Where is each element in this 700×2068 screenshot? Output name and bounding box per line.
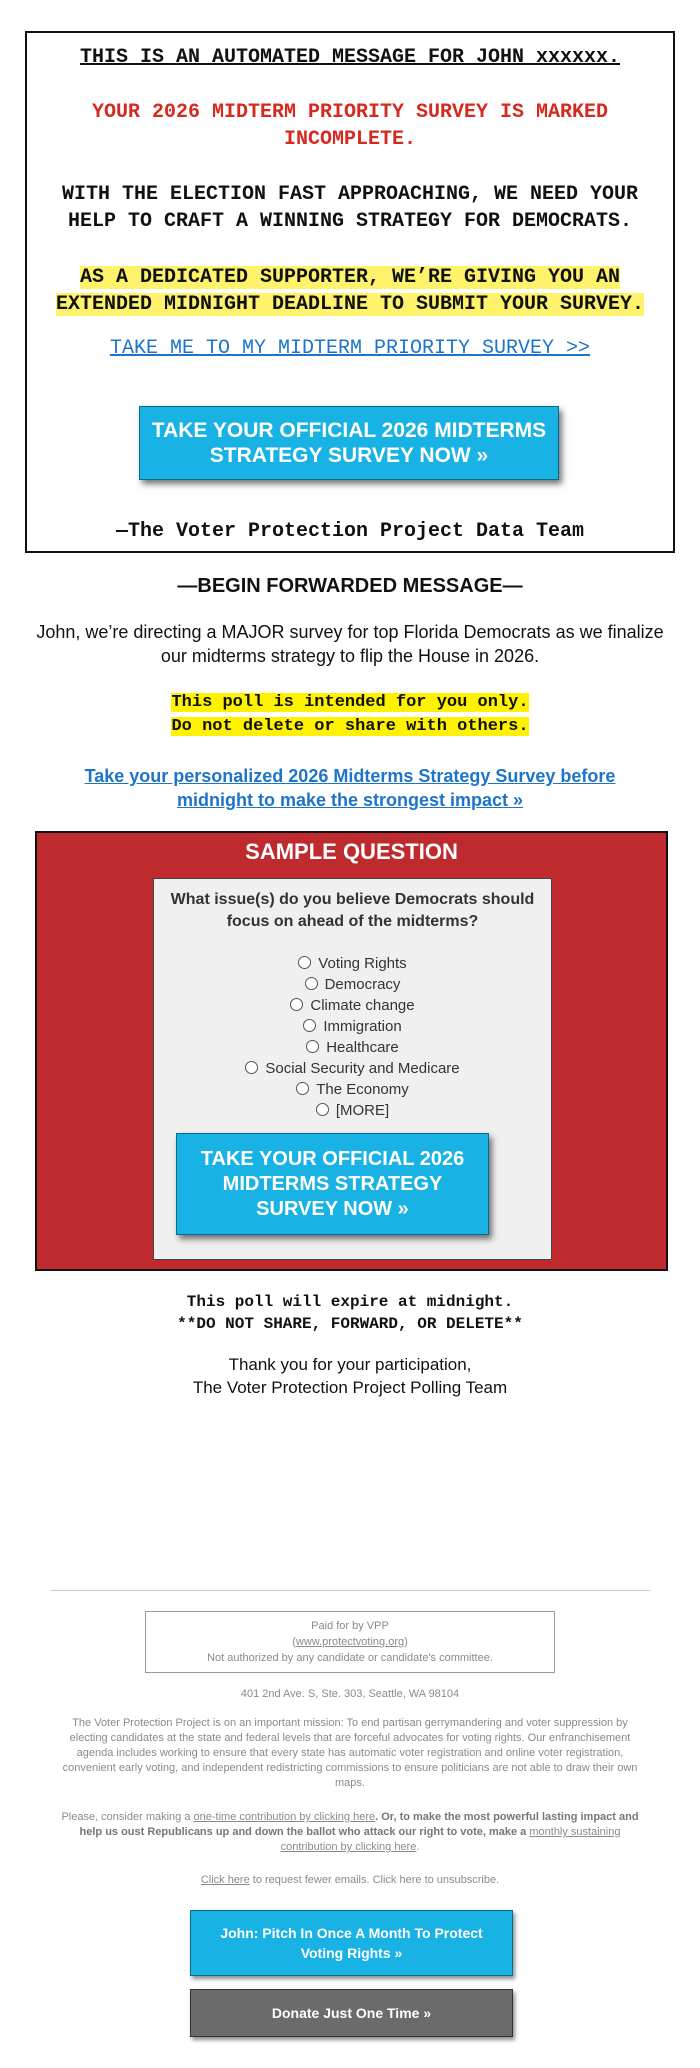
answer-options — [154, 953, 551, 1121]
sample-survey-cta-button[interactable]: TAKE YOUR OFFICIAL 2026 MIDTERMS STRATEGY SURVEY NOW » — [176, 1133, 489, 1235]
radio-icon[interactable] — [306, 1040, 319, 1053]
not-authorized-text: Not authorized by any candidate or candidate's committee. — [207, 1652, 493, 1664]
closing-thanks — [0, 1353, 700, 1399]
unsubscribe-line — [0, 1874, 700, 1886]
option-label: Social Security and Medicare — [265, 1060, 460, 1077]
footer-divider — [50, 1590, 650, 1591]
option-label: The Economy — [316, 1081, 409, 1098]
radio-icon[interactable] — [245, 1061, 258, 1074]
contrib-prefix: Please, consider making a — [61, 1811, 194, 1823]
option-economy[interactable] — [154, 1079, 551, 1100]
mailing-address: 401 2nd Ave. S, Ste. 303, Seattle, WA 98104 — [240, 1688, 460, 1700]
radio-icon[interactable] — [298, 956, 311, 969]
do-not-share-line: **DO NOT SHARE, FORWARD, OR DELETE** — [177, 1315, 523, 1333]
survey-link[interactable]: TAKE ME TO MY MIDTERM PRIORITY SURVEY >> — [109, 337, 591, 360]
paid-for-text: Paid for by VPP — [311, 1620, 389, 1632]
option-immigration[interactable] — [154, 1016, 551, 1037]
expire-line: This poll will expire at midnight. — [186, 1293, 514, 1311]
radio-icon[interactable] — [316, 1103, 329, 1116]
question-text: What issue(s) do you believe Democrats should focus on ahead of the midterms? — [170, 891, 535, 930]
option-social-security[interactable] — [154, 1058, 551, 1079]
automated-message-line: THIS IS AN AUTOMATED MESSAGE FOR JOHN xxxxxx. — [79, 46, 621, 69]
one-time-donate-button[interactable]: Donate Just One Time » — [190, 1989, 513, 2037]
radio-icon[interactable] — [305, 977, 318, 990]
option-healthcare[interactable] — [154, 1037, 551, 1058]
option-label: Immigration — [323, 1018, 402, 1035]
radio-icon[interactable] — [303, 1019, 316, 1032]
option-label: Climate change — [310, 997, 415, 1014]
radio-icon[interactable] — [290, 998, 303, 1011]
website-link[interactable]: www.protectvoting.org — [295, 1636, 405, 1648]
unsubscribe-text: to request fewer emails. Click here to unsubscribe. — [249, 1874, 500, 1886]
option-more[interactable] — [154, 1100, 551, 1121]
sample-question-card — [153, 878, 552, 1260]
option-label: Democracy — [324, 976, 401, 993]
radio-icon[interactable] — [296, 1082, 309, 1095]
poll-note-line-2: Do not delete or share with others. — [171, 717, 529, 736]
poll-note — [0, 691, 700, 739]
thanks-line: Thank you for your participation, — [228, 1355, 472, 1374]
forwarded-body: John, we’re directing a MAJOR survey for top Florida Democrats as we finalize our midterms strategy to flip the House in 2026. — [36, 622, 664, 666]
expiry-notice — [0, 1291, 700, 1335]
paid-for-box — [145, 1611, 555, 1673]
survey-cta-button[interactable]: TAKE YOUR OFFICIAL 2026 MIDTERMS STRATEGY SURVEY NOW » — [139, 406, 559, 480]
contrib-middle: . Or, to make the most powerful lasting impact and help us oust Republicans up and down the ballot who attack our right to vote, make a — [79, 1811, 639, 1838]
contrib-suffix: . — [416, 1841, 420, 1853]
deadline-text: AS A DEDICATED SUPPORTER, WE’RE GIVING YOU AN EXTENDED MIDNIGHT DEADLINE TO SUBMIT YOUR SURVEY. — [55, 266, 645, 316]
personalized-survey-link[interactable]: Take your personalized 2026 Midterms Strategy Survey before midnight to make the strongest impact » — [84, 766, 616, 810]
option-voting-rights[interactable] — [154, 953, 551, 974]
forwarded-heading: —BEGIN FORWARDED MESSAGE— — [177, 575, 523, 597]
monthly-contribution-link[interactable]: monthly sustaining contribution by clicking here — [280, 1826, 621, 1853]
poll-note-line-1: This poll is intended for you only. — [171, 693, 529, 712]
option-label: Voting Rights — [318, 955, 407, 972]
monthly-donate-button[interactable]: John: Pitch In Once A Month To Protect Voting Rights » — [190, 1910, 513, 1976]
data-team-signature: —The Voter Protection Project Data Team — [115, 520, 585, 543]
option-label: Healthcare — [326, 1039, 399, 1056]
deadline-highlight — [37, 264, 663, 318]
option-democracy[interactable] — [154, 974, 551, 995]
option-climate-change[interactable] — [154, 995, 551, 1016]
sample-question-title: SAMPLE QUESTION — [245, 839, 458, 864]
help-request-text: WITH THE ELECTION FAST APPROACHING, WE NEED YOUR HELP TO CRAFT A WINNING STRATEGY FOR DEMOCRATS. — [61, 183, 639, 233]
option-label: [MORE] — [335, 1102, 390, 1119]
one-time-contribution-link[interactable]: one-time contribution by clicking here — [193, 1811, 376, 1823]
website-line: (www.protectvoting.org) — [292, 1636, 408, 1648]
incomplete-warning: YOUR 2026 MIDTERM PRIORITY SURVEY IS MARKED INCOMPLETE. — [91, 101, 609, 151]
alert-box — [25, 31, 675, 553]
polling-team-line: The Voter Protection Project Polling Team — [192, 1378, 508, 1397]
contribution-text — [60, 1810, 640, 1855]
mission-statement: The Voter Protection Project is on an important mission: To end partisan gerrymandering and voter suppression by electing candidates at the state and federal levels that are forceful advocates for voting rights. Our enfranchisement agenda includes working to ensure that every state has automatic voter registration and online voter registration, convenient early voting, and independent redistricting commissions to ensure politicians are not able to draw their own maps. — [62, 1717, 638, 1789]
sample-question-panel — [35, 831, 668, 1271]
fewer-emails-link[interactable]: Click here — [200, 1874, 250, 1886]
